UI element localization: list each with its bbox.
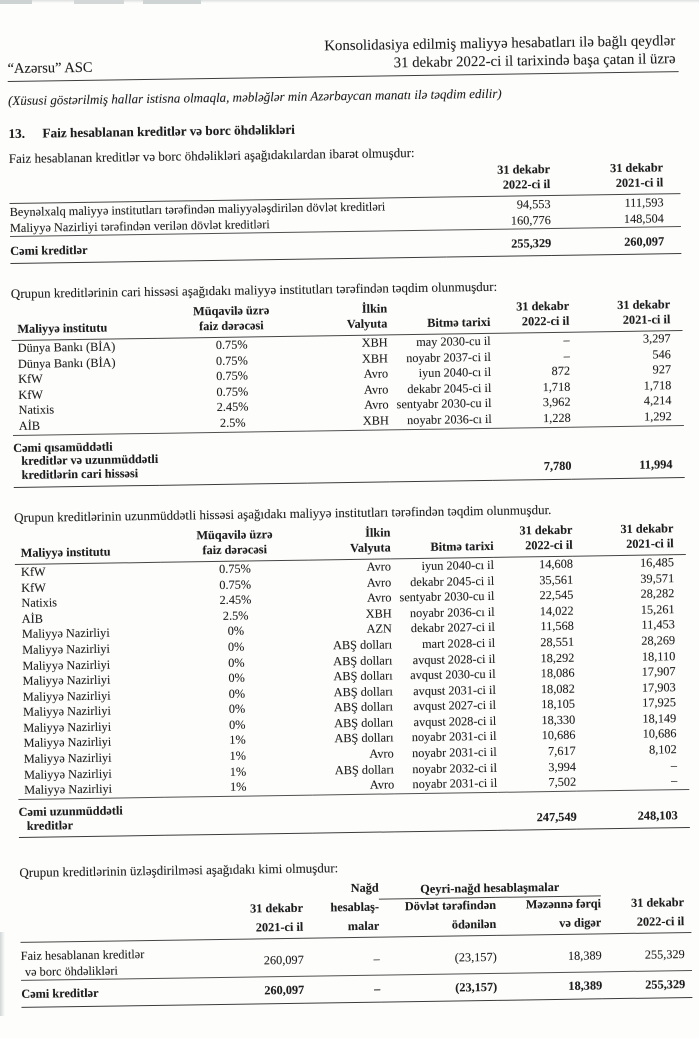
loan-institution: Natixis	[21, 595, 58, 611]
loan-value-2022: 18,105	[541, 696, 576, 712]
loan-value-2022: 872	[551, 363, 571, 379]
scan-artifact-top-1	[0, 0, 32, 4]
loan-rate: 0%	[228, 717, 246, 732]
col-header-2022	[445, 162, 550, 197]
loan-maturity: avqust 2031-ci il	[413, 682, 496, 698]
col-header-currency-line2: Valyuta	[350, 540, 391, 555]
loan-maturity: iyun 2040-cı il	[421, 557, 495, 573]
col-header-institution: Maliyyə institutu	[11, 305, 157, 341]
loan-value-2021: 1,292	[571, 409, 684, 427]
loan-currency: Avro	[369, 746, 394, 761]
total-label-line1: Cəmi uzunmüddətli	[18, 803, 123, 819]
loan-currency: Avro	[366, 574, 392, 590]
total-label	[18, 792, 498, 838]
loan-value-2021: 39,571	[640, 570, 675, 586]
loan-rate: 1%	[229, 764, 247, 779]
row-label	[21, 940, 205, 981]
loan-value-2021: 28,282	[640, 586, 675, 601]
col-header-currency-line1: İlkin	[361, 301, 388, 316]
loan-institution: Natixis	[18, 402, 55, 418]
loan-value-2022: 22,545	[539, 587, 574, 603]
loan-value-2021: 546	[652, 346, 671, 362]
loan-maturity: dekabr 2045-ci il	[407, 380, 492, 396]
report-title	[324, 33, 675, 73]
total-label-line2: kreditlər	[26, 817, 74, 833]
value-2021: 111,593	[624, 195, 664, 210]
loan-currency: Avro	[312, 778, 394, 795]
total-label-line1: Cəmi qısamüddətli	[13, 439, 113, 455]
loan-institution: Maliyyə Nazirliyi	[22, 688, 111, 704]
loan-institution: Maliyyə Nazirliyi	[21, 625, 110, 642]
total-2021: 248,103	[576, 789, 690, 829]
loan-currency: XBH	[365, 606, 392, 621]
scan-artifact-top-3	[143, 0, 201, 4]
doc-header	[7, 27, 679, 82]
loan-value-2022: 14,022	[539, 603, 574, 618]
loan-value-2022: 18,082	[540, 681, 575, 696]
report-title-line2: 31 dekabr 2022-ci il tarixində başa çatan il üzrə	[393, 50, 676, 71]
loan-maturity: noyabr 2037-ci il	[406, 349, 491, 365]
loan-value-2021: 15,261	[640, 601, 675, 617]
loan-maturity: noyabr 2031-ci il	[394, 776, 497, 794]
total-2021: 11,994	[571, 425, 685, 479]
scan-artifact-top-2	[74, 0, 124, 4]
loan-maturity: avqust 2030-cu il	[410, 666, 496, 683]
section-number: 13.	[8, 125, 26, 142]
loan-institution: Maliyyə Nazirliyi	[22, 672, 111, 688]
loan-maturity: mart 2028-ci il	[421, 635, 496, 651]
loan-rate: 2.45%	[216, 399, 249, 415]
loan-rate: 0.75%	[218, 561, 251, 576]
loan-value-2022: 7,502	[497, 775, 576, 792]
loan-value-2021: 10,686	[642, 726, 677, 742]
row-label: Maliyyə Nazirliyi tərəfindən verilən dövlət kreditləri	[10, 214, 446, 237]
loan-institution: Maliyyə Nazirliyi	[18, 781, 164, 799]
loan-institution: AİB	[21, 611, 43, 626]
loan-currency: Avro	[363, 366, 389, 381]
col-header-maturity: Bitmə tarixi	[390, 524, 493, 559]
row-label: Beynəlxalq maliyyə institutları tərəfindən maliyyələşdirilən dövlət kreditləri	[9, 199, 386, 220]
col-header-2022-line2: 2022-ci il	[601, 914, 691, 934]
company-name: “Azərsu” ASC	[7, 59, 93, 78]
col-header-rate-line2: faiz dərəcəsi	[199, 318, 264, 334]
section-heading	[8, 116, 679, 142]
loan-currency: ABŞ dolları	[333, 652, 393, 668]
loan-currency: ABŞ dolları	[334, 762, 395, 777]
loan-institution: Dünya Bankı (BİA)	[17, 355, 116, 371]
col-header-2022	[493, 523, 572, 558]
intro-paragraph-4: Qrupun kreditlərinin üzləşdirilməsi aşağıdakı kimi olmuşdur:	[19, 860, 339, 881]
value-2022: 94,553	[516, 196, 551, 212]
loan-value-2022: 18,086	[540, 665, 575, 681]
total-label: Cəmi kreditlər	[10, 230, 446, 263]
col-header-2021	[572, 521, 685, 556]
col-header-rate	[160, 527, 308, 563]
loan-value-2021: 4,214	[643, 393, 672, 409]
loan-institution: KfW	[21, 580, 46, 595]
loan-value-2021: –	[670, 757, 678, 772]
col-header-2021-line1: 31 dekabr	[620, 521, 674, 536]
col-header-rate-line1: Müqavilə üzrə	[192, 303, 270, 319]
value-2021: 148,504	[551, 210, 681, 228]
loan-institution: Dünya Bankı (BİA)	[17, 339, 116, 355]
loan-rate: 0%	[228, 670, 245, 685]
total-label-line2: kreditlər və uzunmüddətli	[21, 452, 159, 469]
col-header-2021	[569, 297, 682, 332]
loan-value-2022: 28,551	[540, 634, 575, 650]
loan-rate: 0%	[227, 623, 245, 639]
total-2022: 7,780	[492, 427, 572, 481]
col-header-currency	[305, 301, 387, 336]
loan-institution: AİB	[13, 417, 159, 435]
loan-value-2022: 18,330	[541, 712, 576, 728]
col-header-state-line2: ödənilən	[379, 917, 496, 938]
loan-value-2022: 3,994	[548, 759, 577, 774]
value-2021: 260,097	[203, 939, 304, 978]
col-header-rate-line1: Müqavilə üzrə	[196, 527, 273, 543]
col-header-2022-line1: 31 dekabr	[516, 298, 570, 314]
loan-value-2021: 11,453	[641, 617, 675, 633]
col-header-state-line1: Dövlət tərəfindən	[404, 898, 497, 914]
loan-currency: ABŞ dolları	[334, 715, 394, 731]
total-current-loans-row	[13, 425, 685, 487]
col-header-currency-line2: Valyuta	[346, 316, 388, 332]
loan-rate: 0.75%	[215, 337, 248, 352]
loan-institution: KfW	[20, 564, 46, 579]
loan-currency: Avro	[363, 382, 389, 397]
loan-maturity: iyun 2040-cı il	[418, 365, 492, 381]
loan-rate: 0%	[228, 655, 245, 670]
value-state-paid: (23,157)	[379, 936, 497, 976]
loans-summary-table	[9, 160, 681, 264]
loan-value-2022: –	[563, 332, 570, 347]
loan-currency: XBH	[361, 351, 388, 366]
loan-value-2022: 11,568	[540, 619, 574, 634]
loan-institution: Maliyyə Nazirliyi	[22, 657, 111, 673]
loan-rate: 0.75%	[219, 577, 252, 592]
loan-institution: Maliyyə Nazirliyi	[23, 766, 112, 782]
col-header-noncash-group: Qeyri-nağd hesablaşmalar	[379, 878, 601, 900]
col-header-cash-line3: malar	[303, 919, 379, 939]
loan-maturity: noyabr 2032-ci il	[412, 760, 498, 776]
loan-value-2022: 18,292	[540, 650, 575, 665]
value-2022: 255,329	[601, 933, 692, 972]
loan-currency: Avro	[366, 590, 392, 605]
total-2022: 247,549	[497, 791, 577, 831]
col-header-2022-line1: 31 dekabr	[630, 895, 685, 911]
loan-currency: Avro	[364, 397, 389, 413]
loan-value-2021: 16,485	[639, 555, 675, 570]
col-header-2021-line2: 2021-ci il	[615, 175, 664, 191]
loan-currency: ABŞ dolları	[333, 699, 394, 715]
loan-rate: 0%	[228, 701, 246, 717]
loan-currency: XBH	[307, 413, 389, 430]
loan-maturity: noyabr 2036-cı il	[409, 604, 495, 620]
loan-value-2022: 14,608	[539, 556, 574, 572]
loan-maturity: dekabr 2045-ci il	[410, 573, 495, 589]
total-2022: 255,329	[446, 228, 551, 257]
loan-rate: 0%	[227, 639, 245, 654]
col-header-2021-line2: 2021-ci il	[622, 312, 671, 327]
col-header-fx-line2: və digər	[496, 915, 601, 936]
loan-rate: 1%	[229, 733, 246, 748]
row-label-line2: və borc öhdəlikləri	[24, 963, 118, 979]
loan-value-2022: 7,617	[547, 743, 576, 759]
current-loans-table	[11, 297, 685, 488]
total-label: Cəmi kreditlər	[21, 978, 204, 1007]
loan-rate: 1%	[229, 748, 247, 763]
loan-institution: KfW	[18, 371, 43, 387]
loan-maturity: noyabr 2031-ci il	[411, 729, 497, 745]
col-header-2021-line2: 2021-ci il	[626, 536, 674, 551]
loan-rate: 0%	[228, 686, 246, 701]
loan-value-2021: 3,297	[642, 331, 671, 346]
total-fx-other: 18,389	[497, 972, 602, 1000]
row-label-line1: Faiz hesablanan kreditlər	[20, 947, 145, 964]
total-cash: –	[304, 976, 380, 1004]
loan-currency: ABŞ dolları	[333, 684, 393, 699]
loan-maturity: noyabr 2036-cı il	[389, 412, 492, 430]
loan-currency: AZN	[366, 621, 392, 637]
intro-paragraph-1: Faiz hesablanan kreditlər və borc öhdəlikləri aşağıdakılardan ibarət olmuşdur:	[8, 145, 415, 167]
loan-value-2021: 17,907	[641, 664, 676, 679]
loan-value-2021: 28,269	[641, 633, 676, 648]
col-header-2021	[550, 160, 680, 195]
col-header-2022-line2: 2022-ci il	[521, 313, 570, 329]
col-header-2022-line2: 2022-ci il	[502, 176, 551, 192]
loan-currency: ABŞ dolları	[333, 668, 393, 684]
loan-institution: KfW	[18, 387, 44, 402]
col-header-2022	[490, 299, 569, 334]
loan-institution: Maliyyə Nazirliyi	[23, 719, 112, 735]
loan-value-2021: 1,718	[643, 378, 672, 393]
loan-rate: 2.5%	[222, 608, 249, 623]
col-header-empty	[601, 876, 691, 896]
loan-institution: Maliyyə Nazirliyi	[22, 703, 111, 720]
loan-value-2021: 8,102	[648, 742, 677, 757]
loan-maturity: may 2030-cu il	[416, 333, 491, 349]
loan-value-2022: 3,962	[542, 395, 571, 410]
col-header-2021-line1: 31 dekabr	[610, 160, 664, 176]
longterm-loans-table	[14, 521, 689, 838]
loan-rate: 2.5%	[159, 415, 307, 433]
col-header-institution: Maliyyə institutu	[14, 529, 160, 565]
intro-paragraph-2: Qrupun kreditlərinin cari hissəsi aşağıdakı maliyyə institutları tərəfindən təqdim olunmuşdur:	[10, 278, 498, 302]
value-2022: 160,776	[446, 212, 551, 230]
loan-currency: ABŞ dolları	[332, 637, 393, 653]
total-2021: 260,097	[204, 977, 304, 1005]
loan-value-2022: 1,718	[542, 379, 571, 394]
col-header-2021-line1: 31 dekabr	[617, 297, 671, 313]
col-header-fx-line1: Məzənnə fərqi	[525, 896, 602, 912]
col-header-2022-line2: 2022-ci il	[525, 537, 573, 553]
col-header-rate	[157, 303, 305, 339]
section-title: Faiz hesablanan kreditlər və borc öhdəlikləri	[42, 121, 295, 141]
loan-maturity: noyabr 2031-ci il	[411, 744, 497, 761]
loan-value-2022: 35,561	[539, 572, 574, 587]
value-cash: –	[303, 938, 380, 977]
loan-institution: Maliyyə Nazirliyi	[22, 641, 111, 657]
loan-rate: 0.75%	[216, 384, 249, 399]
loan-rate: 2.45%	[219, 592, 252, 608]
intro-paragraph-3: Qrupun kreditlərinin uzunmüddətli hissəsi aşağıdakı maliyyə institutları tərəfindən təqdim olunmuşdur.	[14, 501, 552, 525]
loan-value-2022: 10,686	[541, 728, 576, 743]
document-sheet	[7, 27, 692, 1008]
loan-value-2022: –	[563, 348, 570, 363]
loan-maturity: avqust 2027-ci il	[413, 698, 497, 714]
total-2021: 260,097	[551, 227, 681, 256]
reconciliation-table	[20, 876, 693, 1008]
scan-artifact-left-edge	[0, 932, 5, 1016]
loan-value-2021: 18,110	[641, 648, 676, 664]
col-header-currency-line1: İlkin	[365, 525, 391, 540]
loan-currency: XBH	[361, 335, 388, 350]
loan-rate: 1%	[164, 779, 312, 797]
loan-currency: Avro	[366, 559, 392, 574]
total-2022: 255,329	[602, 971, 692, 999]
value-fx-other: 18,389	[496, 934, 602, 974]
loan-maturity: avqust 2028-ci il	[413, 713, 497, 729]
loan-currency: ABŞ dolları	[334, 730, 394, 746]
total-label	[13, 428, 493, 487]
report-title-line1: Konsolidasiya edilmiş maliyyə hesabatları ilə bağlı qeydlər	[324, 33, 676, 55]
col-header-empty	[203, 882, 303, 902]
loan-rate: 0.75%	[215, 353, 248, 368]
loan-institution: Maliyyə Nazirliyi	[23, 735, 112, 751]
col-header-rate-line2: faiz dərəcəsi	[202, 542, 268, 558]
loan-maturity: dekabr 2027-ci il	[410, 620, 495, 636]
col-header-2022-line1: 31 dekabr	[497, 161, 551, 177]
col-header-2021-line1: 31 dekabr	[249, 901, 304, 916]
loan-value-2021: 17,925	[642, 695, 677, 710]
col-header-2021-line2: 2021-ci il	[203, 920, 303, 940]
loan-maturity: sentyabr 2030-cu il	[399, 589, 495, 605]
loan-value-2021: –	[576, 773, 689, 791]
loan-value-2022: 1,228	[492, 411, 571, 428]
col-header-2022-line1: 31 dekabr	[519, 522, 573, 538]
loan-institution: Maliyyə Nazirliyi	[23, 750, 112, 766]
total-label-line3: kreditlərin cari hissəsi	[21, 466, 139, 483]
measurement-disclaimer: (Xüsusi göstərilmiş hallar istisna olmaqla, məbləğlər min Azərbaycan manatı ilə təqdim edilir)	[7, 85, 502, 109]
loan-maturity: avqust 2028-ci il	[412, 651, 496, 667]
col-header-cash-line2: hesablaş-	[330, 900, 380, 915]
col-header-currency	[308, 525, 390, 560]
col-header-maturity: Bitmə tarixi	[387, 300, 490, 335]
total-state-paid: (23,157)	[380, 974, 497, 1002]
loan-value-2021: 17,903	[641, 679, 676, 695]
loan-value-2021: 18,149	[642, 711, 677, 726]
loan-rate: 0.75%	[216, 368, 249, 384]
col-header-cash-line1: Nağd	[350, 881, 379, 896]
loan-value-2021: 927	[652, 362, 672, 377]
loan-maturity: sentyabr 2030-cu il	[396, 396, 492, 412]
